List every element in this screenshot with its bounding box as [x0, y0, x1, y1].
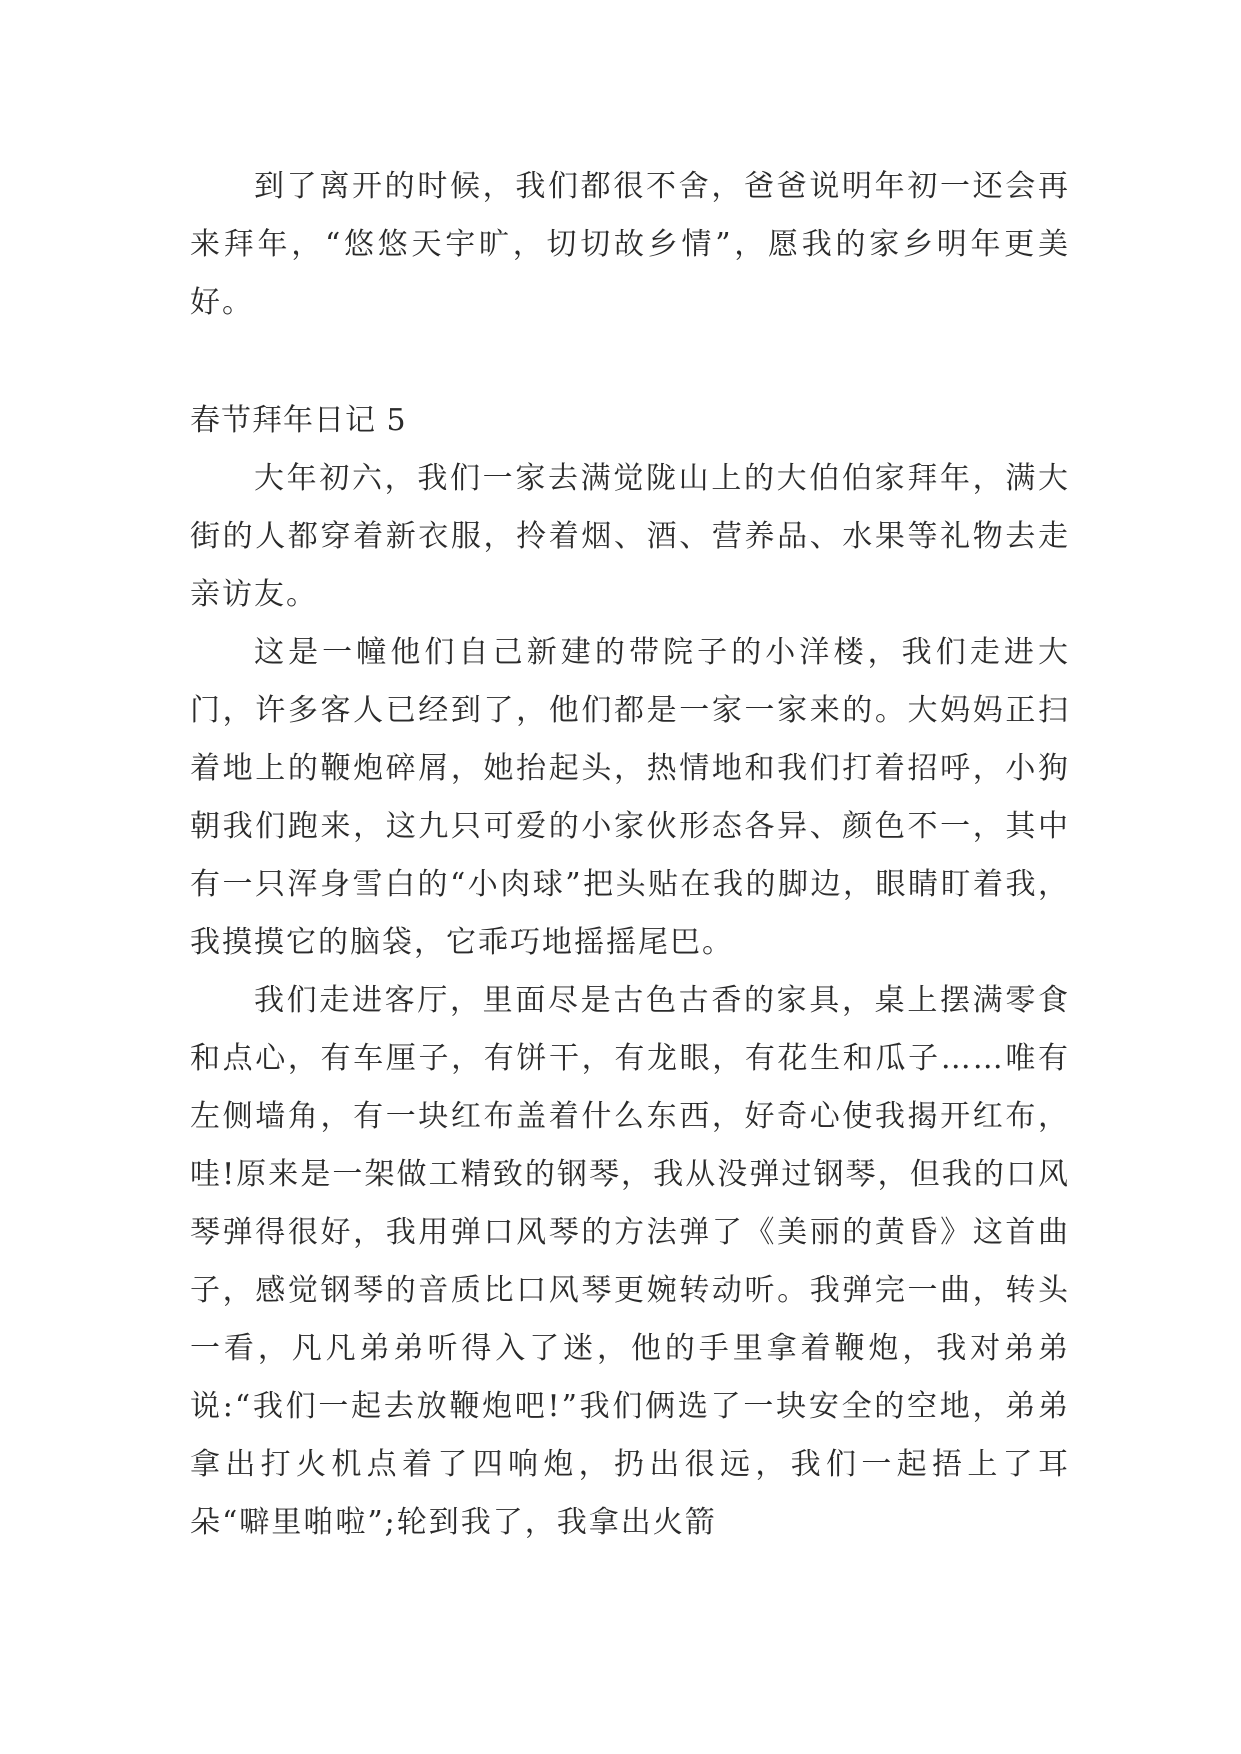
section-body — [190, 450, 1070, 1552]
paragraph-1: 大年初六，我们一家去满觉陇山上的大伯伯家拜年，满大街的人都穿着新衣服，拎着烟、酒、营养品、水果等礼物去走亲访友。 — [190, 461, 1070, 612]
section-title: 春节拜年日记 5 — [190, 403, 407, 438]
paragraph-2: 这是一幢他们自己新建的带院子的小洋楼，我们走进大门，许多客人已经到了，他们都是一家一家来的。大妈妈正扫着地上的鞭炮碎屑，她抬起头，热情地和我们打着招呼，小狗朝我们跑来，这九只可爱的小家伙形态各异、颜色不一，其中有一只浑身雪白的“小肉球”把头贴在我的脚边，眼睛盯着我，我摸摸它的脑袋，它乖巧地摇摇尾巴。 — [190, 635, 1070, 960]
paragraph-3: 我们走进客厅，里面尽是古色古香的家具，桌上摆满零食和点心，有车厘子，有饼干，有龙眼，有花生和瓜子……唯有左侧墙角，有一块红布盖着什么东西，好奇心使我揭开红布，哇!原来是一架做工精致的钢琴，我从没弹过钢琴，但我的口风琴弹得很好，我用弹口风琴的方法弹了《美丽的黄昏》这首曲子，感觉钢琴的音质比口风琴更婉转动听。我弹完一曲，转头一看，凡凡弟弟听得入了迷，他的手里拿着鞭炮，我对弟弟说:“我们一起去放鞭炮吧!”我们俩选了一块安全的空地，弟弟拿出打火机点着了四响炮，扔出很远，我们一起捂上了耳朵“噼里啪啦”;轮到我了，我拿出火箭 — [190, 983, 1070, 1540]
intro-paragraph: 到了离开的时候，我们都很不舍，爸爸说明年初一还会再来拜年，“悠悠天宇旷，切切故乡情”，愿我的家乡明年更美好。 — [190, 169, 1070, 320]
